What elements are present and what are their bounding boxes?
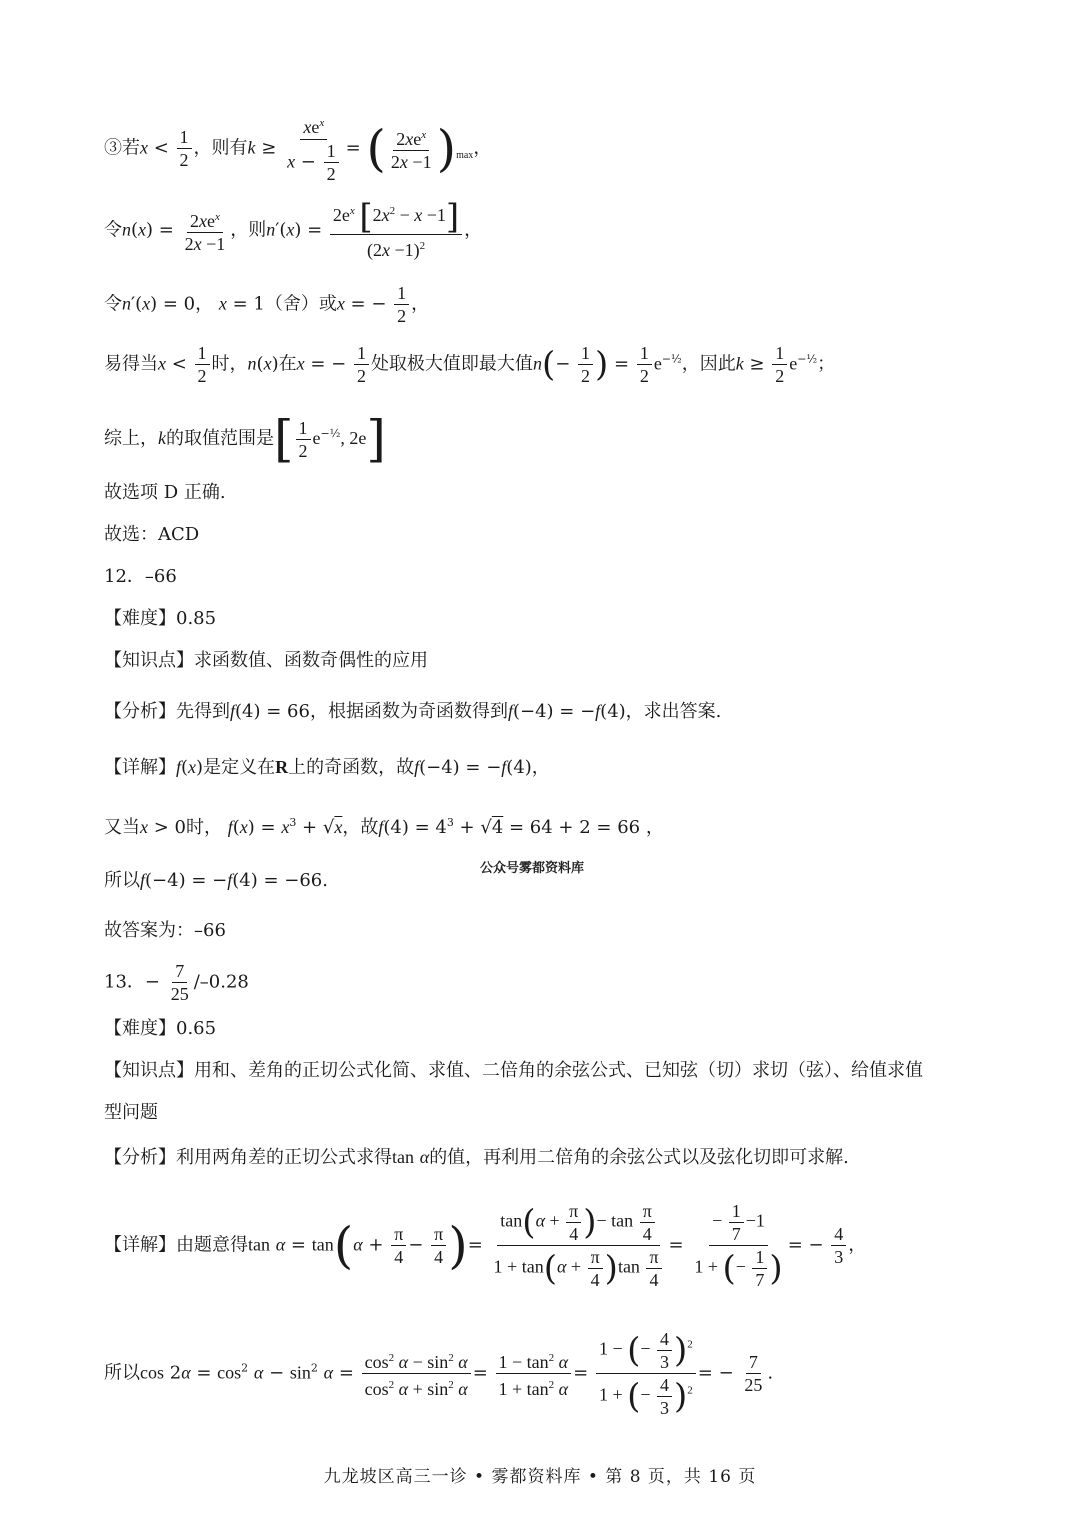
q12-detail-a: 是定义在 [203,757,276,778]
q12-detail: 【详解】f(x)是定义在R上的奇函数，故f(−4) = −f(4)， [104,757,550,778]
q12-analysis-a: 先得到 [176,701,230,722]
summary-label: 综上， [104,428,158,449]
easy-when: 易得当 [104,353,158,375]
q12-final-label: 故答案为： [104,920,194,941]
q12-knowledge [104,648,428,674]
q13-knowledge-2: 型问题 [104,1102,158,1123]
q13-analysis-label: 【分析】 [104,1147,176,1168]
q13-header: 13．− $\frac{7}{25}$ /–0.28 [104,961,249,1004]
q13-number: 13． [104,971,145,993]
let-label-2: 令 [104,293,122,315]
max-at-label: 处取极大值即最大值 [370,353,533,375]
q12-answer: –66 [144,566,177,587]
q12-header [104,564,177,590]
therefore-label: ，因此 [681,353,736,375]
then-label: ，则 [230,219,267,241]
q13-knowledge-1 [104,1058,923,1084]
watermark: 公众号雾都资料库 [480,861,585,876]
q12-detail-R: R [275,757,289,777]
deriv-zero-line: 令n′(x) = 0， x = 1（舍）或x = − $\frac{1}{2}$ ， [104,283,430,326]
q12-analysis-c: ，求出答案. [625,701,722,722]
q12-analysis-label: 【分析】 [104,701,176,722]
q12-knowledge-value: 求函数值、函数奇偶性的应用 [194,650,428,671]
case3-prefix: ③若 [104,137,140,159]
range-label: 的取值范围是 [166,428,274,449]
q13-answer-alt: /–0.28 [193,971,249,993]
q13-therefore-label: 所以 [104,1362,140,1384]
let-label: 令 [104,219,122,241]
q13-cos: 所以$\cos 2\alpha = \cos^2 \alpha - \sin^2 \alpha$ = $\frac{\cos^2 \alpha - \sin^2 \alpha}{\cos^2 \alpha + \sin^2 \alpha}$ = $\frac{1 - \tan^2 \alpha}{1 + \tan^2 \alpha}$ = 1 − (− $\frac{4}{3}$ )$^2$ 1 + (− $\frac{4}{3}$ )$^2$ = − $\frac{7}{25}$ . [104,1329,774,1418]
q12-detail-b: 上的奇函数，故 [288,757,415,778]
q13-difficulty [104,1016,216,1042]
q12-time-label: 时， [185,817,222,838]
q12-detail-label: 【详解】 [104,757,176,778]
q13-detail-label: 【详解】 [104,1234,176,1256]
q12-difficulty-label: 【难度】 [104,608,176,629]
option-d-line: 故选项 D 正确. [104,482,226,503]
choose-line: 故选：ACD [104,524,200,545]
summary-line: 综上，k的取值范围是[ $\frac{1}{2}$ $e^{-\frac{1}{2}}$, 2e] [104,410,386,468]
q12-analysis-b: ，根据函数为奇函数得到 [309,701,508,722]
page-footer: 九龙坡区高三一诊 • 雾都资料库 • 第 8 页，共 16 页 [323,1467,757,1487]
q12-final [104,918,226,944]
q13-detail: 【详解】由题意得tan α = tan(α + $\frac{\pi}{4}$ − $\frac{\pi}{4}$ )= tan(α + $\frac{\pi}{4}$ )− tan $\frac{\pi}{4}$ 1 + tan(α + $\frac{\pi}{4}$ )tan $\frac{\pi}{4}$ = − $\frac{1}{7}$ −1 1 + (− $\frac{1}{7}$ ) = − $\frac{4}{3}$ ， [104,1201,867,1290]
q12-therefore: 所以f(−4) = −f(4) = −66. [104,870,328,891]
case3-then: ，则有 [193,137,248,159]
q12-difficulty-value: 0.85 [176,608,217,629]
q12-number: 12． [104,566,145,587]
q13-difficulty-label: 【难度】 [104,1018,176,1039]
q13-analysis-a: 利用两角差的正切公式求得 [176,1147,392,1168]
q13-difficulty-value: 0.65 [176,1018,217,1039]
q13-analysis: 【分析】利用两角差的正切公式求得tan α的值，再利用二倍角的余弦公式以及弦化切即可求解. [104,1147,849,1168]
time-label: 时， [211,353,248,375]
max-value-line: 易得当x < $\frac{1}{2}$ 时，n(x)在x = − $\frac{1}{2}$ 处取极大值即最大值n(− $\frac{1}{2}$ ) = $\frac{1}{2}$ $e^{-\frac{1}{2}}$，因此k ≥ $\frac{1}{2}$ $e^{-\frac{1}{2}}$； [104,343,836,386]
q13-analysis-b: 的值，再利用二倍角的余弦公式以及弦化切即可求解. [429,1147,849,1168]
shed-label: （舍）或 [264,293,337,315]
at-label: 在 [278,353,297,375]
q13-detail-a: 由题意得 [176,1234,248,1256]
q12-also: 又当x > 0时， $f(x) = x^3 + √x$，故$f(4) = 4^3 + √4 = 64 + 2 = 66$ ， [104,816,664,838]
let-n-line: 令n(x) = $\frac{2xe^x}{2x -1}$ ，则n′(x) = $\frac{2e^x [2x^2 - x -1]}{(2x -1)^2}$ ， [104,197,483,260]
q12-final-value: –66 [194,920,226,941]
q12-analysis: 【分析】先得到f(4) = 66，根据函数为奇函数得到f(−4) = −f(4)，求出答案. [104,701,722,722]
case3-line: ③若x < $\frac{1}{2}$ ，则有k ≥ $xe^x$ x − $\frac{1}{2}$ = ( $\frac{2xe^x}{2x -1}$ )$_{max}$， [104,112,491,185]
q12-therefore-label: 所以 [104,870,140,891]
q12-so-label: ，故 [342,817,379,838]
q12-difficulty [104,606,216,632]
q13-knowledge-label: 【知识点】 [104,1060,194,1081]
q12-knowledge-label: 【知识点】 [104,650,194,671]
q12-also-label: 又当 [104,817,140,838]
q13-knowledge-value-1: 用和、差角的正切公式化简、求值、二倍角的余弦公式、已知弦（切）求切（弦）、给值求值 [194,1060,923,1081]
